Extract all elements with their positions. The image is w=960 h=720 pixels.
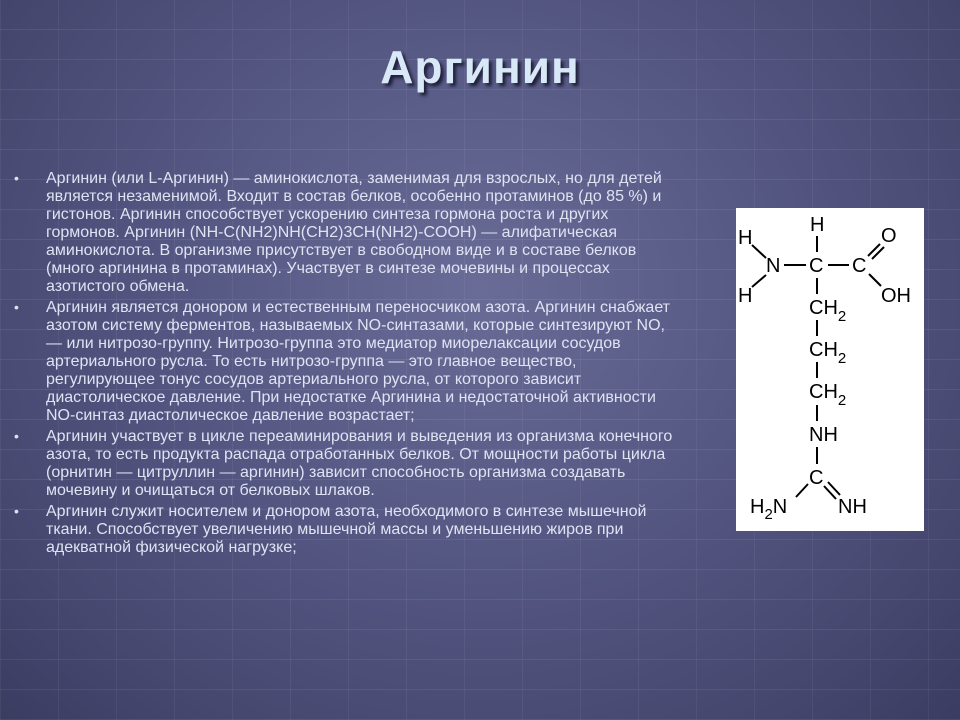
atom-oh: OH xyxy=(881,285,911,307)
slide-title: Аргинин xyxy=(380,41,580,93)
structure-svg xyxy=(736,208,924,531)
bond-c-nh2 xyxy=(796,484,808,497)
atom-h2n: $H_2N$ xyxy=(750,496,788,523)
arginine-structure-diagram xyxy=(736,208,924,531)
atom-h-top: H xyxy=(810,214,825,236)
bullet-text: Аргинин является донором и естественным переносчиком азота. Аргинин снабжает азотом систему ферментов, называемых NO-синтазами, которые синтезируют NO, — или нитрозо-группу. Нитрозо-группа это медиатор миорелаксации сосудов артериального русла. То есть нитрозо-группа — это главное вещество, регулирующее тонус сосудов артериального русла, от которого зависит диастолическое давление. При недостатке Аргинина и недостаточной активности NO-синтаз диастолическое давление возрастает; xyxy=(46,299,671,424)
bullet-icon: • xyxy=(14,170,19,186)
bullet-icon: • xyxy=(14,299,19,315)
atom-c-alpha: C xyxy=(809,255,824,277)
bullet-list xyxy=(14,170,674,560)
atom-ch2-2: $CH_2$ xyxy=(809,339,847,367)
bullet-text: Аргинин служит носителем и донором азота, необходимого в синтезе мышечной ткани. Способствует увеличению мышечной массы и уменьшению жиров при адекватной физической нагрузке; xyxy=(46,503,647,556)
bond-n-h-top xyxy=(752,245,766,258)
atom-h-left-top: H xyxy=(738,227,753,249)
atom-nh: NH xyxy=(809,424,838,446)
atom-ch2-1: $CH_2$ xyxy=(809,297,847,325)
bullet-text: Аргинин участвует в цикле переаминирования и выведения из организма конечного азота, то есть продукта распада отработанных белков. От мощности работы цикла (орнитин — цитруллин — аргинин) зависит способность организма создавать мочевину и очищаться от белковых шлаков. xyxy=(46,428,673,499)
bullet-item xyxy=(14,299,674,425)
bond-n-h-bottom xyxy=(752,275,766,287)
atom-c-guan: C xyxy=(809,467,824,489)
bullet-item xyxy=(14,428,674,500)
bullet-icon: • xyxy=(14,428,19,444)
bullet-icon: • xyxy=(14,503,19,519)
bullet-text: Аргинин (или L-Аргинин) — аминокислота, заменимая для взрослых, но для детей является незаменимой. Входит в состав белков, особенно протаминов (до 85 %) и гистонов. Аргинин способствует ускорению синтеза гормона роста и других гормонов. Аргинин (NH-C(NH2)NH(CH2)3CH(NH2)-COOH) — алифатическая аминокислота. В организме присутствует в свободном виде и в составе белков (много аргинина в протаминах). Участвует в синтезе мочевины и процессах азотистого обмена. xyxy=(46,170,662,295)
atom-c-carboxyl: C xyxy=(852,255,867,277)
atom-ch2-3: $CH_2$ xyxy=(809,381,847,409)
atom-nh-imine: NH xyxy=(838,496,867,518)
atom-h-left-bottom: H xyxy=(738,285,753,307)
bond-c-oh xyxy=(869,274,881,286)
atom-o-double: O xyxy=(881,225,897,247)
bullet-item xyxy=(14,503,674,557)
atom-n-alpha: N xyxy=(766,255,781,277)
bullet-item xyxy=(14,170,674,296)
